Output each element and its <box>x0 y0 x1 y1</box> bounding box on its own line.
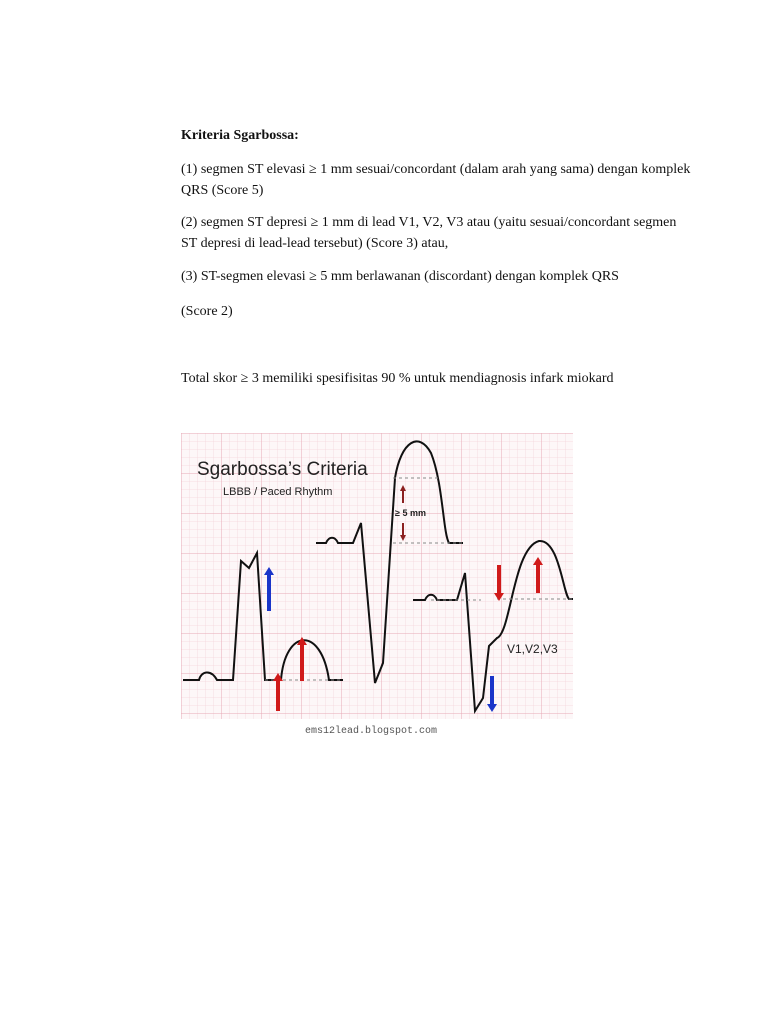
ecg-diagram <box>181 433 573 737</box>
heading-kriteria: Kriteria Sgarbossa: <box>181 128 299 143</box>
lead-label: V1,V2,V3 <box>507 642 558 656</box>
total-score-statement: Total skor ≥ 3 memiliki spesifisitas 90 % untuk mendiagnosis infark miokard <box>181 371 614 386</box>
figure-subtitle: LBBB / Paced Rhythm <box>223 486 333 498</box>
criterion-3: (3) ST-segmen elevasi ≥ 5 mm berlawanan (discordant) dengan komplek QRS <box>181 269 619 284</box>
figure-credit: ems12lead.blogspot.com <box>305 726 438 737</box>
measure-label: ≥ 5 mm <box>395 508 426 518</box>
criterion-2: (2) segmen ST depresi ≥ 1 mm di lead V1, V2, V3 atau (yaitu sesuai/concordant segmen ST depresi di lead-lead tersebut) (Score 3) atau, <box>181 215 677 251</box>
criterion-3-score: (Score 2) <box>181 304 233 319</box>
criterion-1: (1) segmen ST elevasi ≥ 1 mm sesuai/concordant (dalam arah yang sama) dengan komplek QRS (Score 5) <box>181 162 691 198</box>
figure-title: Sgarbossa’s Criteria <box>197 459 368 480</box>
sgarbossa-figure <box>181 433 573 737</box>
